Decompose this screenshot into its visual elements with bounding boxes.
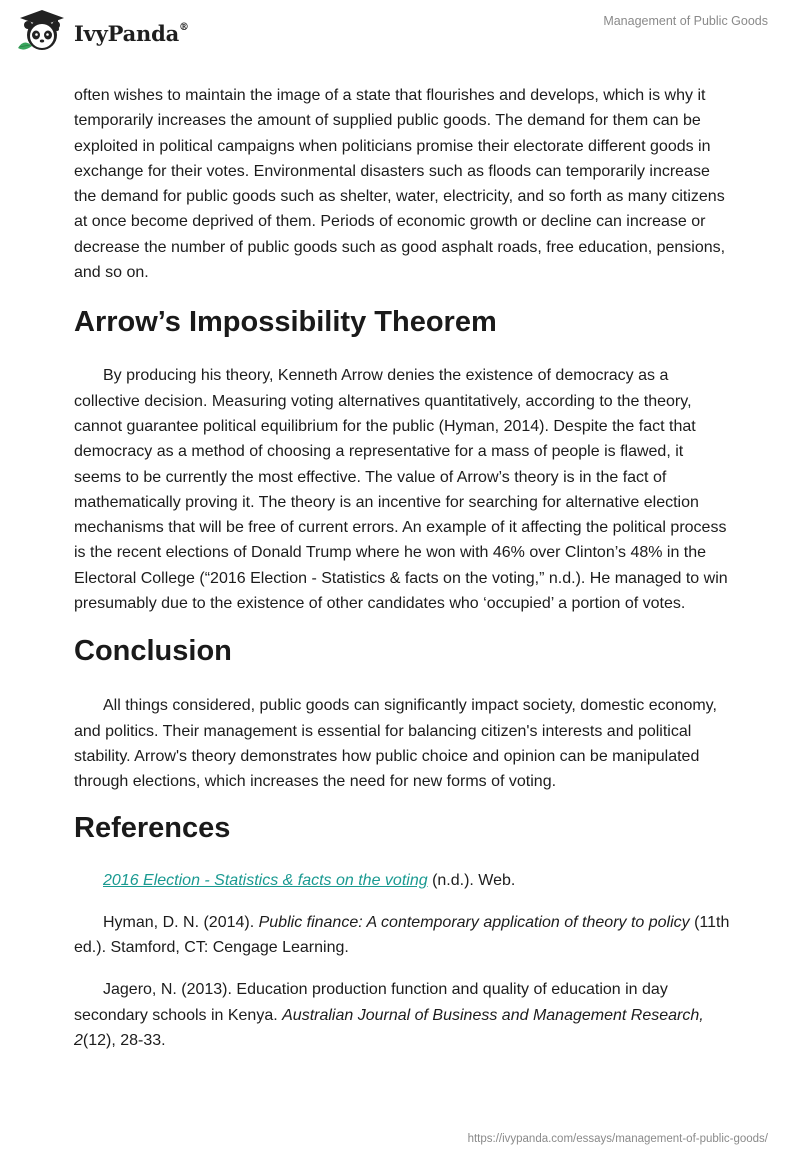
- reference-journal: Australian Journal of Business and Management Research, 2: [74, 1006, 704, 1050]
- registered-mark: ®: [179, 21, 189, 33]
- conclusion-paragraph: All things considered, public goods can significantly impact society, domestic economy, and politics. Their management is essential for balancing citizen's interests and political stability. Arrow's theory demonstrates how public choice and opinion can be manipulated through elections, which increases the need for new forms of voting.: [74, 697, 717, 791]
- reference-author: Hyman, D. N. (2014).: [103, 913, 259, 931]
- arrow-theorem-paragraph: By producing his theory, Kenneth Arrow denies the existence of democracy as a collective decision. Measuring voting alternatives quantitatively, according to the theory, cannot guarantee political equilibrium for the public (Hyman, 2014). Despite the fact that democracy as a method of choosing a representative for a mass of people is flawed, it seems to be currently the most effective. The value of Arrow’s theory is in the fact of mathematically proving it. The theory is an incentive for searching for alternative election mechanisms that will be free of current errors. An example of it affecting the political process is the recent elections of Donald Trump where he won with 46% over Clinton’s 48% in the Electoral College (“2016 Election - Statistics & facts on the voting,” n.d.). He managed to win presumably due to the existence of other candidates who ‘occupied’ a portion of votes.: [74, 367, 728, 613]
- arrow-theorem-heading: Arrow’s Impossibility Theorem: [74, 306, 497, 339]
- brand-logo[interactable]: [14, 8, 189, 54]
- references-heading: References: [74, 811, 231, 844]
- brand-name: IvyPanda®: [74, 20, 189, 46]
- intro-paragraph: often wishes to maintain the image of a state that flourishes and develops, which is why it temporarily increases the amount of supplied public goods. The demand for them can be exploited in political campaigns when politicians promise their electorate different goods in exchange for their votes. Environmental disasters such as floods can temporarily increase the demand for public goods such as shelter, water, electricity, and so forth as many citizens at once become deprived of them. Periods of economic growth or decline can increase or decrease the number of public goods such as good asphalt roads, free education, pensions, and so on.: [74, 87, 726, 282]
- document-title: Management of Public Goods: [603, 14, 768, 28]
- reference-link[interactable]: 2016 Election - Statistics & facts on the voting: [103, 871, 428, 889]
- panda-logo-icon: [14, 8, 70, 54]
- essay-content: [74, 83, 734, 1053]
- reference-item: [74, 868, 734, 893]
- page-header: [0, 0, 800, 62]
- reference-title: Public finance: A contemporary application of theory to policy: [258, 913, 690, 931]
- reference-text: (11th ed.). Stamford, CT: Cengage Learning.: [74, 913, 730, 957]
- reference-text: (12), 28-33.: [82, 1032, 166, 1050]
- reference-author: Jagero, N. (2013). Education production function and quality of education in day secondary schools in Kenya.: [74, 981, 668, 1024]
- reference-item: [74, 910, 734, 961]
- source-url[interactable]: https://ivypanda.com/essays/management-of-public-goods/: [467, 1133, 768, 1145]
- reference-item: [74, 977, 734, 1053]
- conclusion-heading: Conclusion: [74, 635, 232, 668]
- reference-text: (n.d.). Web.: [427, 871, 516, 889]
